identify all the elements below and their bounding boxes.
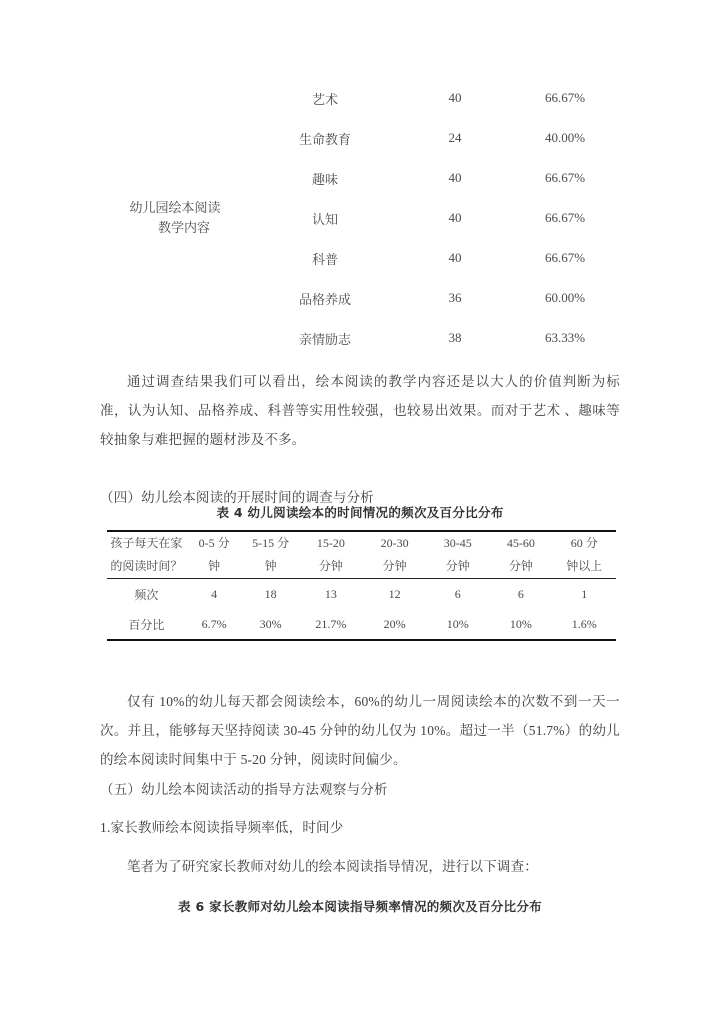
table-4-header-text: 的阅读时间？ bbox=[110, 559, 183, 573]
table-3-item: 趣味 bbox=[311, 171, 338, 187]
table-4-header-cell bbox=[186, 555, 243, 579]
table-4-cell: 18 bbox=[242, 579, 298, 610]
table-4-cell: 4 bbox=[186, 579, 243, 610]
table-3-freq: 36 bbox=[448, 290, 462, 305]
table-4-header-cell bbox=[242, 531, 298, 555]
table-4-cell: 6 bbox=[489, 579, 552, 610]
table-4-header-text: 孩子每天在家 bbox=[110, 536, 183, 550]
heading-section-five: （五）幼儿绘本阅读活动的指导方法观察与分析 bbox=[100, 782, 388, 797]
table-3-row-label-line2: 教学内容 bbox=[157, 220, 210, 235]
table-3-freq: 40 bbox=[448, 250, 462, 265]
table-4-header-cell bbox=[242, 555, 298, 579]
table-3-freq: 24 bbox=[448, 130, 462, 145]
table-3-item: 科普 bbox=[311, 251, 338, 267]
table-4-header-text: 60 分 bbox=[570, 536, 598, 550]
table-4-cell: 20% bbox=[363, 609, 426, 640]
table-4-row-frequency bbox=[107, 579, 616, 610]
table-3-continued bbox=[100, 78, 620, 358]
table-4-header-text: 15-20 bbox=[316, 536, 345, 550]
table-3-row-label-line1: 幼儿园绘本阅读 bbox=[129, 199, 221, 215]
table-4-header-cell bbox=[489, 555, 552, 579]
table-4-header-cell bbox=[299, 555, 363, 579]
table-4-row-label: 频次 bbox=[107, 579, 186, 610]
table-row bbox=[100, 78, 620, 118]
table-3-freq: 40 bbox=[448, 170, 462, 185]
table-4-cell: 1 bbox=[552, 579, 616, 610]
table-4-header-text: 5-15 分 bbox=[252, 536, 290, 550]
table-4-header-text: 钟以上 bbox=[566, 559, 603, 573]
table-3-pct: 60.00% bbox=[544, 290, 586, 305]
table-3-freq: 40 bbox=[448, 90, 462, 105]
table-4-header-cell bbox=[426, 555, 489, 579]
table-4-header-text: 钟 bbox=[208, 559, 221, 573]
table-4 bbox=[107, 530, 616, 641]
table-4-header-cell bbox=[299, 531, 363, 555]
table-4-row-label: 百分比 bbox=[107, 609, 186, 640]
table-4-header-row-line1 bbox=[107, 531, 616, 555]
table-4-header-text: 钟 bbox=[264, 559, 277, 573]
table-3-freq: 40 bbox=[448, 210, 462, 225]
table-3-pct: 40.00% bbox=[544, 130, 586, 145]
table-4-header-text: 分钟 bbox=[445, 559, 470, 573]
table-4-header-cell bbox=[363, 555, 426, 579]
table-4-header-text: 分钟 bbox=[318, 559, 343, 573]
table-4-row-percentage bbox=[107, 609, 616, 640]
table-4-header-text: 0-5 分 bbox=[198, 536, 230, 550]
table-4-cell: 21.7% bbox=[299, 609, 363, 640]
subheading-one: 1.家长教师绘本阅读指导频率低，时间少 bbox=[100, 820, 344, 835]
table-4-header-cell bbox=[363, 531, 426, 555]
paragraph-after-table-4: 仅有 10%的幼儿每天都会阅读绘本，60%的幼儿一周阅读绘本的次数不到一天一次。并且，能够每天坚持阅读 30-45 分钟的幼儿仅为 10%。超过一半（51.7%）的幼儿的绘本阅读时间集中于 5-20 分钟，阅读时间偏少。 bbox=[100, 694, 620, 767]
table-4-header-text: 分钟 bbox=[508, 559, 533, 573]
table-4-header-text: 30-45 bbox=[443, 536, 472, 550]
table-3-pct: 66.67% bbox=[544, 170, 586, 185]
table-4-cell: 6 bbox=[426, 579, 489, 610]
table-4-header-cell bbox=[186, 531, 243, 555]
table-3-pct: 66.67% bbox=[544, 250, 586, 265]
table-3-freq: 38 bbox=[448, 330, 462, 345]
table-4-header-cell bbox=[107, 555, 186, 579]
table-3-item: 亲情励志 bbox=[298, 331, 351, 347]
table-4-cell: 12 bbox=[363, 579, 426, 610]
table-3-item: 认知 bbox=[311, 211, 338, 227]
table-4-cell: 10% bbox=[489, 609, 552, 640]
table-3-pct: 63.33% bbox=[544, 330, 586, 345]
table-4-caption: 表 4 幼儿阅读绘本的时间情况的频次及百分比分布 bbox=[216, 505, 504, 520]
table-4-header-cell bbox=[552, 555, 616, 579]
table-4-cell: 30% bbox=[242, 609, 298, 640]
table-4-cell: 6.7% bbox=[186, 609, 243, 640]
table-3-item: 品格养成 bbox=[298, 291, 351, 307]
table-3-pct: 66.67% bbox=[544, 210, 586, 225]
table-3-row-label bbox=[100, 78, 250, 358]
table-4-header-text: 20-30 bbox=[380, 536, 409, 550]
paragraph-after-table-3: 通过调查结果我们可以看出，绘本阅读的教学内容还是以大人的价值判断为标准，认为认知、品格养成、科普等实用性较强，也较易出效果。而对于艺术 、趣味等较抽象与难把握的题材涉及不多。 bbox=[100, 374, 620, 447]
table-3-item: 生命教育 bbox=[298, 131, 351, 147]
table-4-header-text: 45-60 bbox=[506, 536, 535, 550]
table-4-header-cell bbox=[552, 531, 616, 555]
table-4-header-text: 分钟 bbox=[382, 559, 407, 573]
table-4-cell: 13 bbox=[299, 579, 363, 610]
table-4-cell: 1.6% bbox=[552, 609, 616, 640]
table-4-header-cell bbox=[426, 531, 489, 555]
table-4-header-cell bbox=[489, 531, 552, 555]
table-3-pct: 66.67% bbox=[544, 90, 586, 105]
table-4-cell: 10% bbox=[426, 609, 489, 640]
table-4-header-cell bbox=[107, 531, 186, 555]
table-4-header-row-line2 bbox=[107, 555, 616, 579]
paragraph-before-table-6: 笔者为了研究家长教师对幼儿的绘本阅读指导情况，进行以下调查： bbox=[127, 859, 538, 874]
table-6-caption: 表 6 家长教师对幼儿绘本阅读指导频率情况的频次及百分比分布 bbox=[178, 899, 542, 914]
heading-section-four: （四）幼儿绘本阅读的开展时间的调查与分析 bbox=[100, 490, 374, 505]
table-3-item: 艺术 bbox=[311, 91, 338, 107]
